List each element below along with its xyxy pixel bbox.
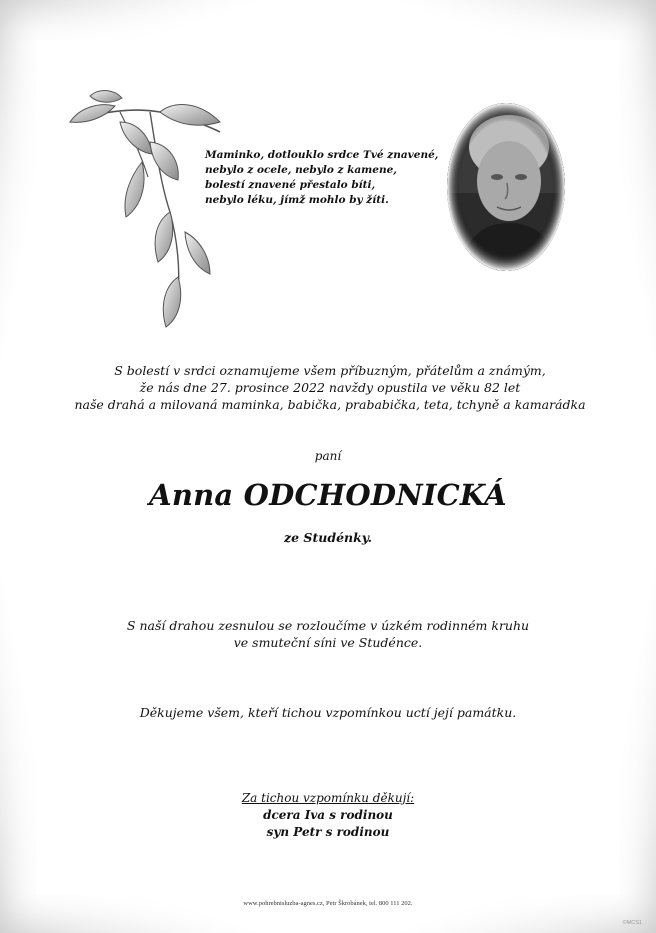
- announcement: [60, 362, 600, 413]
- poem-line: nebylo léku, jímž mohlo by žíti.: [205, 194, 389, 206]
- mourner-name: syn Petr s rodinou: [266, 825, 390, 839]
- announcement-line: naše drahá a milovaná maminka, babička, prababička, teta, tchyně a kamarádka: [74, 397, 586, 412]
- announcement-line: S bolestí v srdci oznamujeme všem příbuzným, přátelům a známým,: [114, 363, 546, 378]
- mourner-name: dcera Iva s rodinou: [263, 808, 393, 822]
- deceased-name: Anna ODCHODNICKÁ: [149, 478, 507, 512]
- footer-contact: www.pohrebnisluzba-agnes.cz, Petr Škrobánek, tel. 800 111 202.: [243, 900, 413, 907]
- announcement-line: že nás dne 27. prosince 2022 navždy opustila ve věku 82 let: [139, 380, 521, 395]
- farewell-line: S naší drahou zesnulou se rozloučíme v úzkém rodinném kruhu: [126, 618, 530, 633]
- poem-line: bolestí znavené přestalo bíti,: [205, 179, 376, 191]
- mourners-heading: Za tichou vzpomínku děkují:: [241, 791, 415, 805]
- poem: [205, 148, 440, 208]
- honorific: paní: [314, 449, 342, 463]
- mourners: [0, 790, 656, 841]
- thanks-text: Děkujeme všem, kteří tichou vzpomínkou uctí její památku.: [139, 705, 517, 720]
- farewell-info: [0, 617, 656, 651]
- poem-line: nebylo z ocele, nebylo z kamene,: [205, 164, 397, 176]
- portrait-photo: [447, 103, 565, 271]
- poem-line: Maminko, dotlouklo srdce Tvé znavené,: [205, 149, 439, 161]
- farewell-line: ve smuteční síni ve Studénce.: [233, 635, 423, 650]
- deceased-origin: ze Studénky.: [284, 530, 372, 545]
- print-mark: ©MCS1: [622, 920, 642, 926]
